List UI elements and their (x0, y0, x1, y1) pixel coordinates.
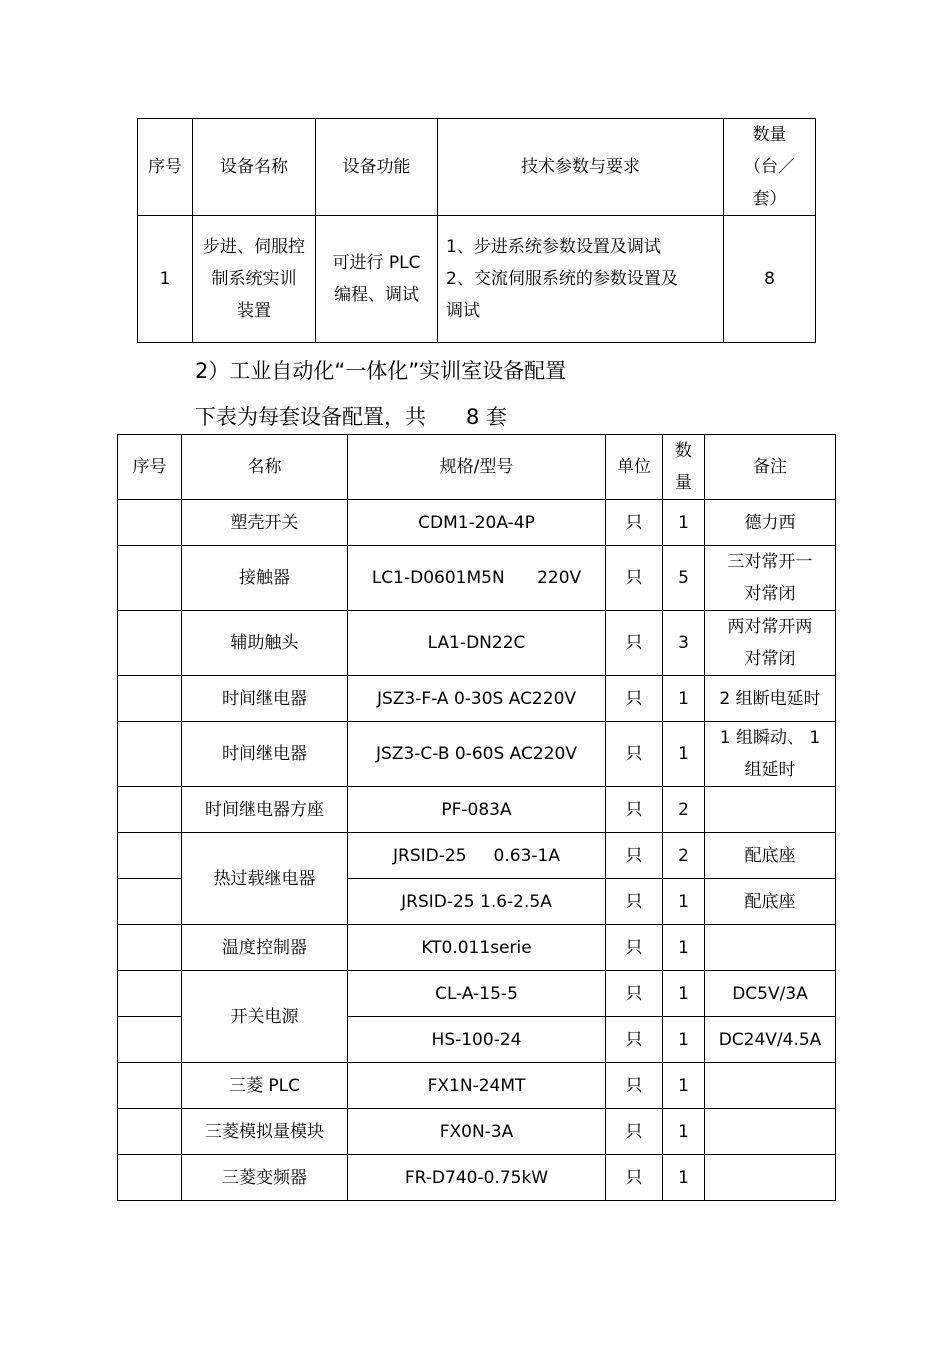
row-unit: 只 (606, 879, 663, 925)
row-unit: 只 (606, 722, 663, 787)
row-qty: 1 (663, 1017, 705, 1063)
row-name: 三菱变频器 (182, 1155, 348, 1201)
row-unit: 只 (606, 611, 663, 676)
row-note: 三对常开一 对常闭 (705, 546, 836, 611)
row-note: 2 组断电延时 (705, 676, 836, 722)
row-note: 配底座 (705, 833, 836, 879)
row-spec: JSZ3-C-B 0-60S AC220V (348, 722, 606, 787)
row-qty: 2 (663, 787, 705, 833)
header-unit: 单位 (606, 435, 663, 500)
row-tech-params: 1、步进系统参数设置及调试 2、交流伺服系统的参数设置及 调试 (438, 216, 724, 343)
table-row (118, 546, 836, 611)
table-row (118, 676, 836, 722)
row-spec: KT0.011serie (348, 925, 606, 971)
row-qty: 1 (663, 1063, 705, 1109)
row-quantity: 8 (724, 216, 816, 343)
table-row (118, 971, 836, 1017)
row-note (705, 1063, 836, 1109)
table-header-row (138, 119, 816, 216)
row-note (705, 787, 836, 833)
header-device-name: 设备名称 (193, 119, 316, 216)
row-qty: 1 (663, 971, 705, 1017)
row-qty: 1 (663, 500, 705, 546)
row-name: 接触器 (182, 546, 348, 611)
row-spec: HS-100-24 (348, 1017, 606, 1063)
row-unit: 只 (606, 833, 663, 879)
row-no (118, 971, 182, 1017)
section-title: 2）工业自动化“一体化”实训室设备配置 (195, 359, 567, 383)
row-spec: FX1N-24MT (348, 1063, 606, 1109)
row-no (118, 879, 182, 925)
row-note (705, 1109, 836, 1155)
row-device-function: 可进行 PLC 编程、调试 (316, 216, 438, 343)
row-spec: FR-D740-0.75kW (348, 1155, 606, 1201)
row-qty: 1 (663, 1109, 705, 1155)
row-spec: JSZ3-F-A 0-30S AC220V (348, 676, 606, 722)
table-row (118, 833, 836, 879)
table-row (138, 216, 816, 343)
row-no (118, 722, 182, 787)
row-no (118, 1017, 182, 1063)
row-no (118, 1109, 182, 1155)
row-spec: JRSID-25 1.6-2.5A (348, 879, 606, 925)
row-spec: LA1-DN22C (348, 611, 606, 676)
header-note: 备注 (705, 435, 836, 500)
table-row (118, 500, 836, 546)
row-qty: 2 (663, 833, 705, 879)
row-qty: 1 (663, 722, 705, 787)
row-qty: 5 (663, 546, 705, 611)
table-header-row (118, 435, 836, 500)
row-unit: 只 (606, 1109, 663, 1155)
row-name: 三菱 PLC (182, 1063, 348, 1109)
row-note: 两对常开两 对常闭 (705, 611, 836, 676)
header-device-function: 设备功能 (316, 119, 438, 216)
row-unit: 只 (606, 676, 663, 722)
row-unit: 只 (606, 971, 663, 1017)
row-name: 时间继电器 (182, 722, 348, 787)
row-qty: 1 (663, 1155, 705, 1201)
row-qty: 1 (663, 879, 705, 925)
table-row (118, 925, 836, 971)
row-no: 1 (138, 216, 193, 343)
row-no (118, 1063, 182, 1109)
row-name: 塑壳开关 (182, 500, 348, 546)
row-spec: JRSID-25 0.63-1A (348, 833, 606, 879)
row-note: 1 组瞬动、 1 组延时 (705, 722, 836, 787)
row-unit: 只 (606, 1017, 663, 1063)
header-spec: 规格/型号 (348, 435, 606, 500)
row-unit: 只 (606, 787, 663, 833)
header-tech-params: 技术参数与要求 (438, 119, 724, 216)
table-row (118, 787, 836, 833)
row-qty: 1 (663, 676, 705, 722)
row-spec: CDM1-20A-4P (348, 500, 606, 546)
equipment-config-table (117, 434, 836, 1201)
table-row (118, 722, 836, 787)
row-name: 三菱模拟量模块 (182, 1109, 348, 1155)
row-name: 辅助触头 (182, 611, 348, 676)
row-no (118, 833, 182, 879)
section-subtitle: 下表为每套设备配置，共 8 套 (195, 405, 508, 429)
row-spec: CL-A-15-5 (348, 971, 606, 1017)
row-name: 时间继电器 (182, 676, 348, 722)
row-note: 德力西 (705, 500, 836, 546)
row-no (118, 925, 182, 971)
row-unit: 只 (606, 1155, 663, 1201)
row-no (118, 500, 182, 546)
row-no (118, 546, 182, 611)
header-no: 序号 (118, 435, 182, 500)
row-note (705, 1155, 836, 1201)
training-device-table (137, 118, 816, 343)
row-name: 热过载继电器 (182, 833, 348, 925)
row-spec: PF-083A (348, 787, 606, 833)
row-qty: 3 (663, 611, 705, 676)
row-no (118, 1155, 182, 1201)
row-no (118, 787, 182, 833)
row-no (118, 676, 182, 722)
table-row (118, 611, 836, 676)
row-spec: FX0N-3A (348, 1109, 606, 1155)
row-qty: 1 (663, 925, 705, 971)
row-note (705, 925, 836, 971)
row-unit: 只 (606, 546, 663, 611)
row-unit: 只 (606, 1063, 663, 1109)
row-note: 配底座 (705, 879, 836, 925)
row-no (118, 611, 182, 676)
header-no: 序号 (138, 119, 193, 216)
header-quantity: 数量 （台／ 套） (724, 119, 816, 216)
row-name: 开关电源 (182, 971, 348, 1063)
header-quantity: 数 量 (663, 435, 705, 500)
row-note: DC24V/4.5A (705, 1017, 836, 1063)
row-name: 时间继电器方座 (182, 787, 348, 833)
table-row (118, 1063, 836, 1109)
row-note: DC5V/3A (705, 971, 836, 1017)
header-name: 名称 (182, 435, 348, 500)
table-row (118, 1155, 836, 1201)
row-name: 温度控制器 (182, 925, 348, 971)
row-unit: 只 (606, 925, 663, 971)
table-row (118, 1109, 836, 1155)
row-spec: LC1-D0601M5N 220V (348, 546, 606, 611)
row-unit: 只 (606, 500, 663, 546)
row-device-name: 步进、伺服控 制系统实训 装置 (193, 216, 316, 343)
